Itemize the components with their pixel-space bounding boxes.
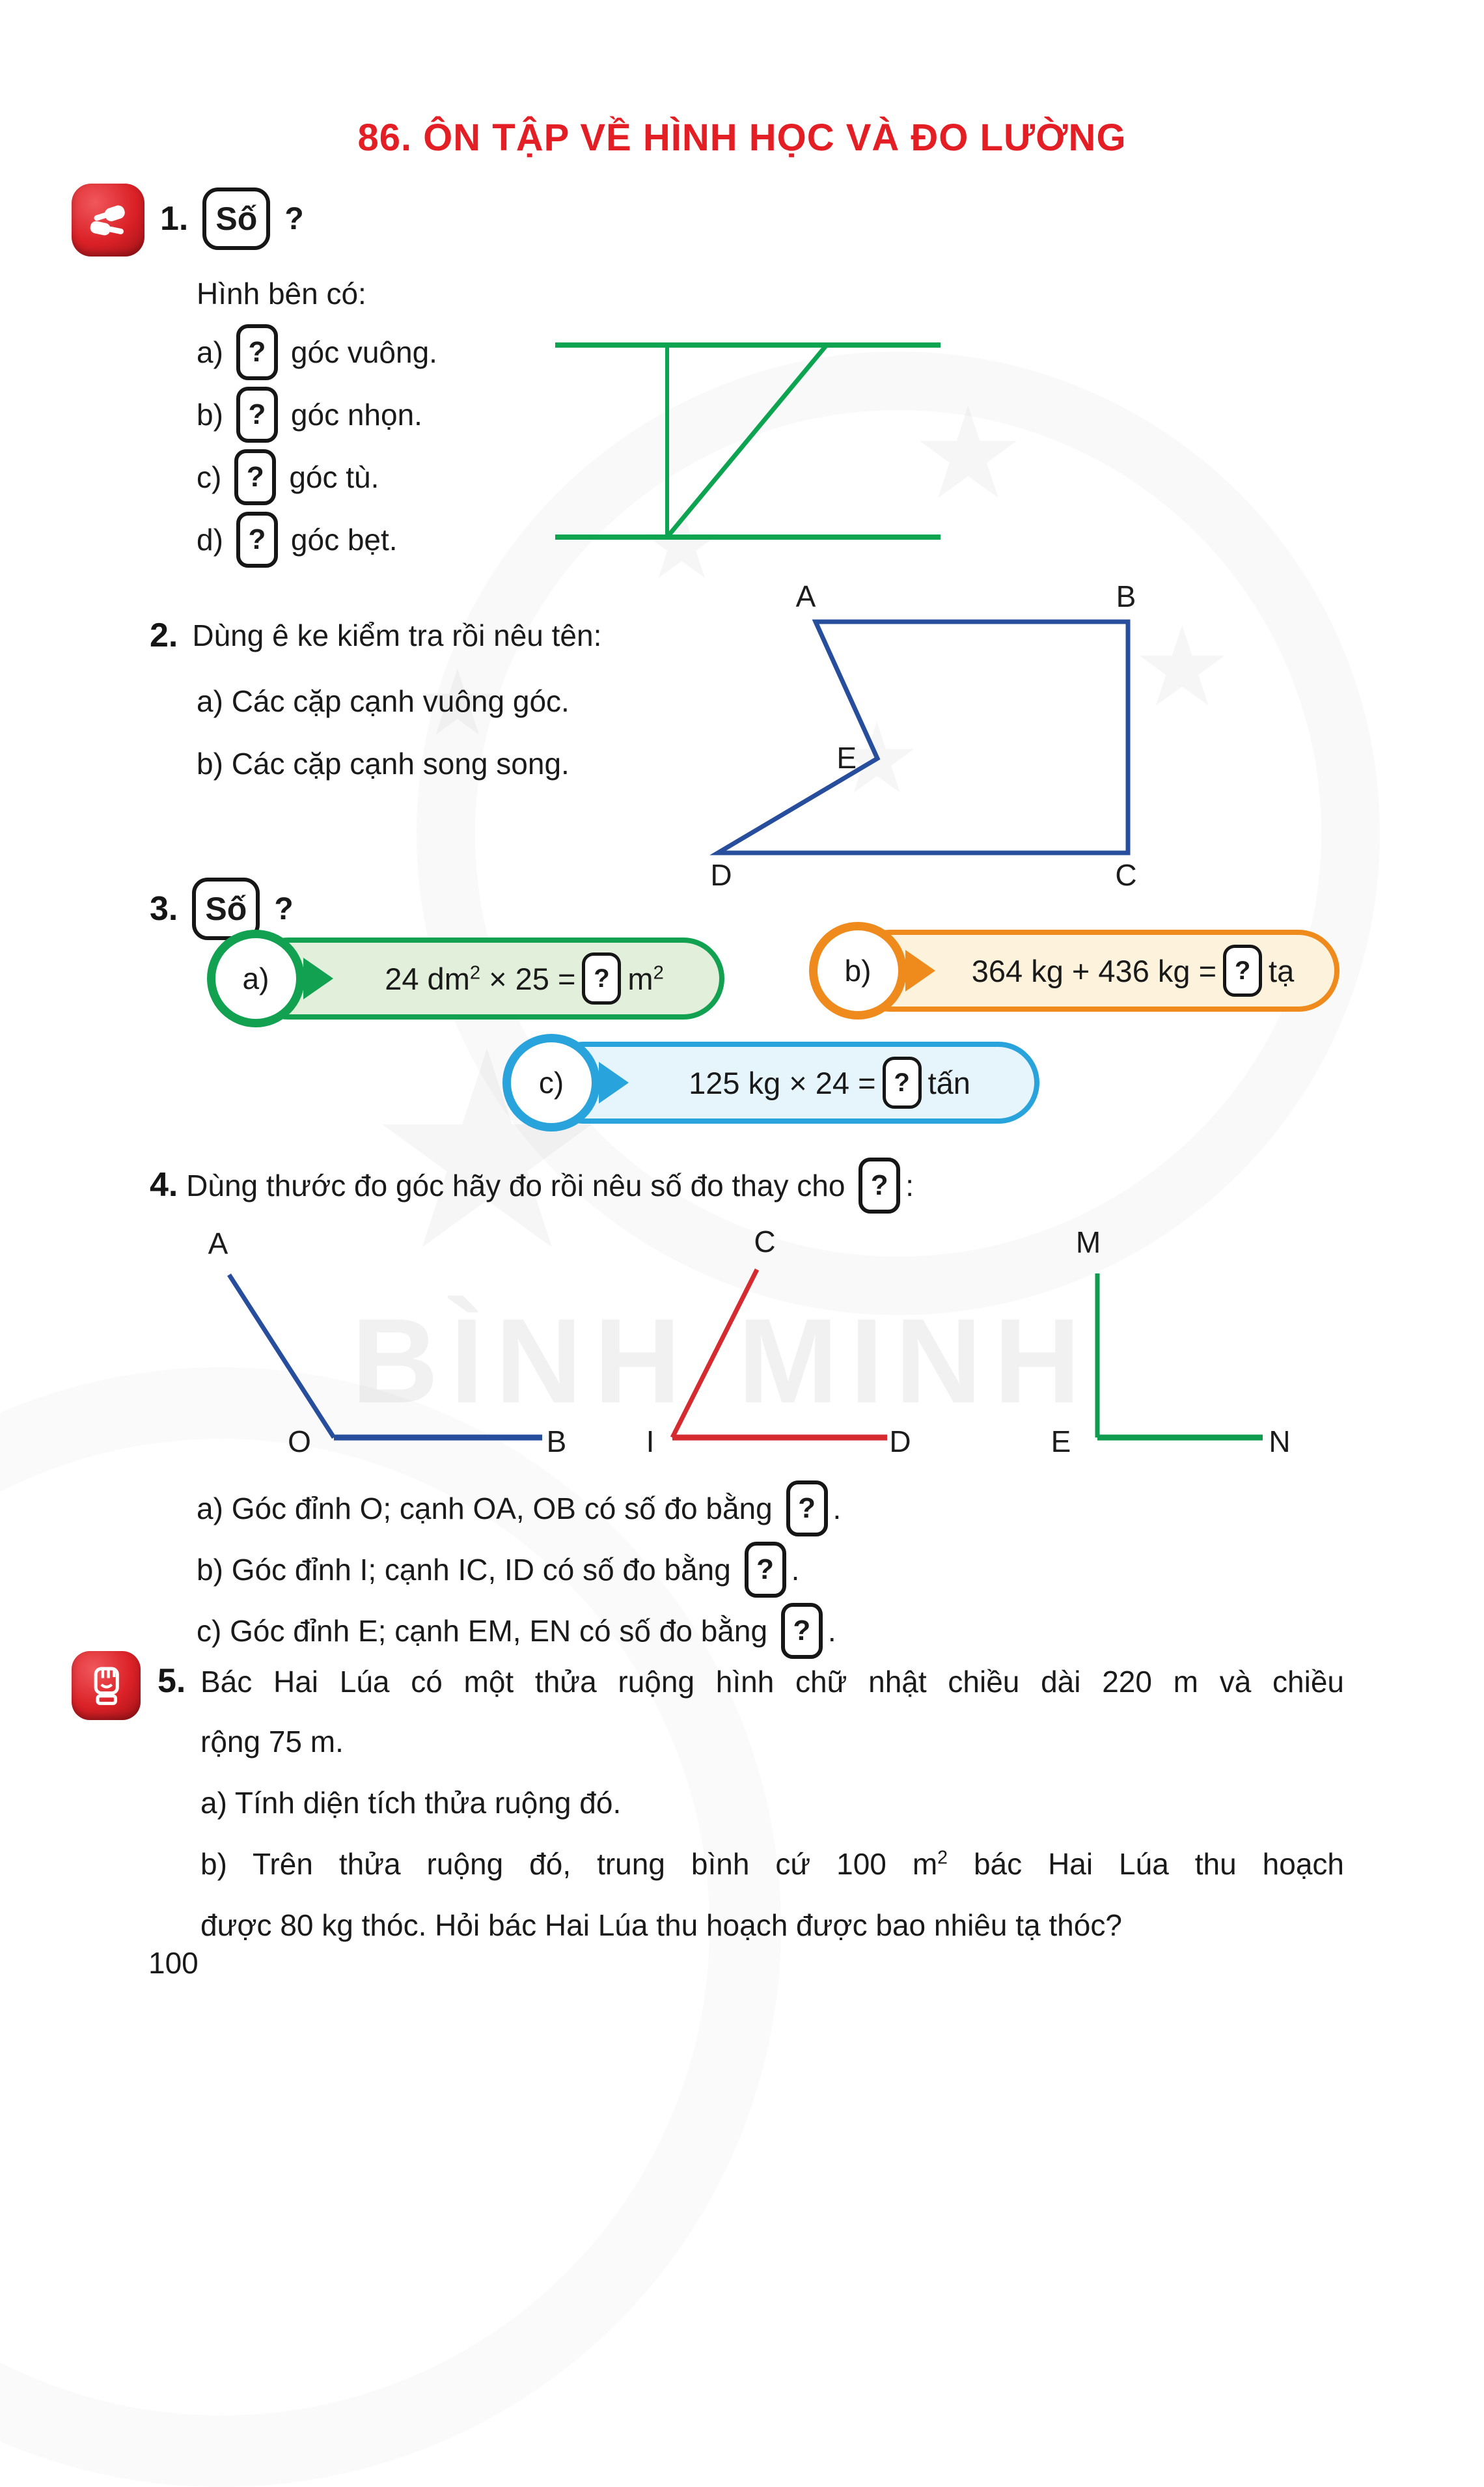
exercise-1-intro: Hình bên có:	[197, 277, 366, 311]
pill-badge: a)	[207, 930, 305, 1027]
question-box: ?	[1223, 945, 1262, 997]
exercise-4-intro-colon: :	[905, 1169, 914, 1203]
item-key: c)	[197, 1614, 222, 1648]
angle-figure-E	[1034, 1223, 1297, 1460]
vertex-label-E: E	[1051, 1424, 1071, 1458]
ray-IC	[672, 1270, 757, 1438]
vertex-label-I: I	[646, 1424, 655, 1458]
question-box: ?	[236, 512, 278, 568]
vertex-label-A: A	[795, 579, 816, 613]
exercise-3-number: 3.	[150, 890, 178, 928]
exercise-2-number: 2.	[150, 617, 178, 654]
answer-item	[197, 324, 437, 380]
question-box: ?	[236, 324, 278, 380]
item-label: góc tù.	[289, 460, 379, 494]
item-key: a)	[197, 335, 223, 369]
row-period: .	[791, 1553, 800, 1587]
question-box: ?	[745, 1542, 786, 1598]
exercise-5-item-a: a) Tính diện tích thửa ruộng đó.	[200, 1786, 622, 1820]
exercise-5-item-b-line2: được 80 kg thóc. Hỏi bác Hai Lúa thu hoạch được bao nhiêu tạ thóc?	[200, 1908, 1122, 1942]
item-label: góc bẹt.	[290, 523, 398, 557]
exercise-2-intro: Dùng ê ke kiểm tra rồi nêu tên:	[192, 618, 602, 652]
exercise-5-number: 5.	[158, 1662, 186, 1700]
question-box: ?	[236, 387, 278, 443]
equation-pill-b	[809, 922, 1340, 1020]
exercise-5-item-b-line1: b) Trên thửa ruộng đó, trung bình cứ 100 $m^2$ bác Hai Lúa thu hoạch	[200, 1847, 1344, 1881]
so-box: Số	[192, 878, 260, 940]
expression-unit: tấn	[928, 1065, 970, 1100]
exercise-5-line2: rộng 75 m.	[200, 1725, 344, 1758]
item-key: b)	[197, 1553, 223, 1587]
pill-expression	[949, 922, 1317, 1020]
question-box: ?	[234, 449, 276, 505]
item-label: góc vuông.	[290, 335, 437, 369]
item-label: góc nhọn.	[290, 398, 422, 432]
item-key: b)	[197, 398, 223, 432]
page-number: 100	[148, 1946, 199, 1980]
item-key: a)	[197, 684, 223, 718]
question-box: ?	[786, 1480, 828, 1536]
expression-unit: tạ	[1269, 953, 1295, 988]
expression-text: 24 $dm^2 \times 25$ =	[385, 961, 576, 996]
polygon-outline	[718, 622, 1128, 853]
ray-label-M: M	[1075, 1225, 1101, 1259]
parallel-lines-figure	[550, 329, 947, 557]
exercise-4-header	[150, 1160, 914, 1216]
superscript: 2	[469, 962, 481, 983]
figure-diagonal-line	[667, 345, 827, 537]
answer-item	[197, 746, 570, 781]
ray-OA	[229, 1275, 334, 1438]
row-text: Góc đỉnh O; cạnh OA, OB có số đo bằng	[231, 1492, 773, 1526]
angle-figure-O	[166, 1223, 573, 1460]
expression-unit: $m^2$	[627, 961, 664, 996]
equation-pill-c	[502, 1034, 1039, 1132]
practice-hands-icon	[72, 184, 144, 257]
apply-fist-icon	[72, 1651, 141, 1720]
item-key: a)	[197, 1492, 223, 1526]
pill-expression	[347, 930, 702, 1027]
answer-item	[197, 512, 398, 568]
ray-label-A: A	[208, 1227, 228, 1260]
superscript: 2	[653, 962, 664, 983]
exercise-5-line1: Bác Hai Lúa có một thửa ruộng hình chữ nhật chiều dài 220 m và chiều	[200, 1665, 1344, 1699]
pill-badge: b)	[809, 922, 907, 1020]
row-period: .	[827, 1614, 836, 1648]
vertex-label-O: O	[288, 1424, 311, 1458]
page-title: 86. ÔN TẬP VỀ HÌNH HỌC VÀ ĐO LƯỜNG	[357, 117, 1127, 159]
polygon-abcde-figure	[702, 573, 1157, 892]
expression-text: 364 kg + 436 kg =	[971, 953, 1217, 988]
fist-glyph	[83, 1662, 130, 1709]
measure-row	[197, 1483, 841, 1539]
equation-pill-a	[207, 930, 724, 1027]
ray-label-N: N	[1269, 1424, 1291, 1458]
question-box: ?	[582, 952, 621, 1005]
ray-label-D: D	[889, 1424, 911, 1458]
pill-arrow-icon	[599, 1062, 629, 1104]
exercise-1-number: 1.	[160, 200, 189, 238]
item-key: d)	[197, 523, 223, 557]
ray-label-C: C	[754, 1225, 776, 1258]
vertex-label-C: C	[1115, 858, 1137, 892]
so-box: Số	[202, 188, 270, 250]
pill-expression	[642, 1034, 1017, 1132]
question-mark: ?	[284, 201, 304, 236]
angle-figure-I	[641, 1223, 924, 1460]
answer-item	[197, 684, 570, 719]
expression-text: 125 kg × 24 =	[689, 1065, 876, 1100]
pill-badge: c)	[502, 1034, 600, 1132]
row-text: Góc đỉnh I; cạnh IC, ID có số đo bằng	[231, 1553, 731, 1587]
pill-arrow-icon	[303, 958, 333, 999]
vertex-label-E: E	[836, 741, 857, 775]
row-text: Góc đỉnh E; cạnh EM, EN có số đo bằng	[230, 1614, 768, 1648]
answer-item	[197, 387, 422, 443]
item-label: Các cặp cạnh vuông góc.	[231, 684, 570, 718]
watermark-text: BÌNH MINH	[351, 1294, 1093, 1428]
vertex-label-D: D	[710, 858, 732, 892]
pill-arrow-icon	[905, 950, 935, 992]
item-label: Các cặp cạnh song song.	[231, 747, 570, 781]
question-box: ?	[859, 1158, 900, 1214]
hands-glyph	[80, 192, 136, 248]
question-box: ?	[883, 1057, 922, 1109]
answer-item	[197, 449, 379, 505]
question-mark: ?	[274, 891, 294, 926]
row-period: .	[832, 1492, 842, 1526]
question-box: ?	[781, 1603, 823, 1659]
measure-row	[197, 1605, 836, 1661]
exercise-4-number: 4.	[150, 1166, 178, 1204]
ray-label-B: B	[546, 1424, 567, 1458]
exercise-4-intro: Dùng thước đo góc hãy đo rồi nêu số đo thay cho	[186, 1169, 845, 1203]
superscript: 2	[937, 1847, 948, 1869]
vertex-label-B: B	[1116, 579, 1136, 613]
measure-row	[197, 1544, 799, 1600]
item-key: c)	[197, 460, 222, 494]
item-key: b)	[197, 747, 223, 781]
